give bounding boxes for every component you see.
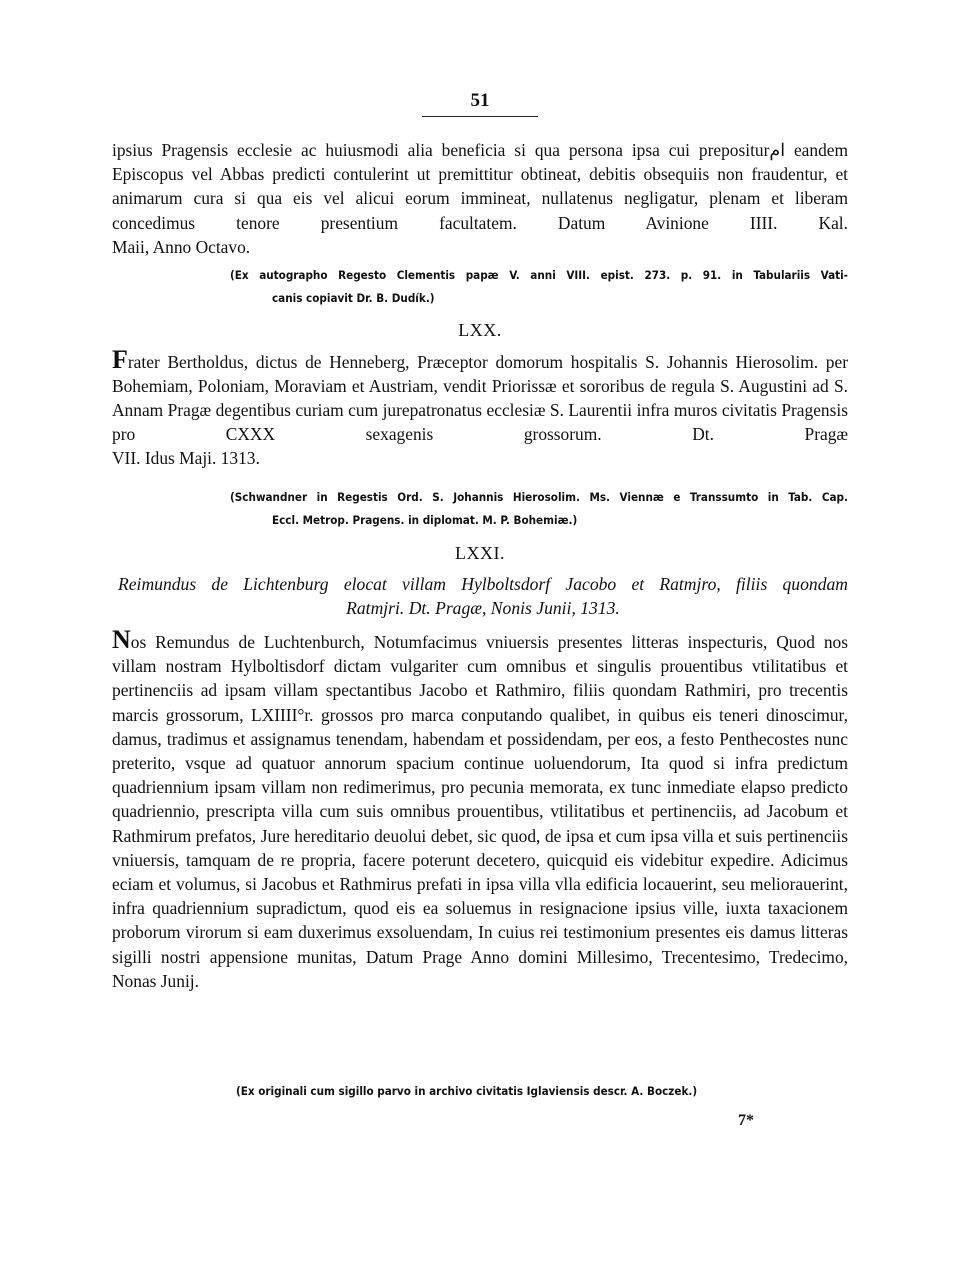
lxx-source-last-line: Eccl. Metrop. Pragens. in diplomat. M. P. Bohemiæ.) [272, 512, 578, 527]
lxx-summary-text: rater Bertholdus, dictus de Henneberg, Præceptor domorum hospitalis S. Johannis Hierosolim. per Bohemiam, Poloniam, Moraviam et Austriam, vendit Priorissæ et sororibus de regula S. Augustini ad S. Annam Pragæ degentibus curiam cum jurepatronatus ecclesiæ S. Laurentii infra muros civitatis Pragensis pro CXXX sexagenis grossorum. Dt. Pragæ [112, 352, 848, 444]
lxxi-summary-line-2: Ratmjri. Dt. Pragæ, Nonis Junii, 1313. [346, 598, 620, 618]
source-note-1-text: (Ex autographo Regesto Clementis papæ V. anni VIII. epist. 273. p. 91. in Tabulariis Vati- [230, 268, 848, 282]
source-note-1 [230, 264, 848, 309]
lxxi-summary-line-1: Reimundus de Lichtenburg elocat villam Hylboltsdorf Jacobo et Ratmjro, filiis quondam [118, 574, 848, 594]
lxx-initial: F [112, 345, 128, 374]
lxxi-initial: N [112, 625, 131, 654]
document-number-lxx: LXX. [458, 320, 502, 340]
continuation-text: ipsius Pragensis ecclesie ac huiusmodi alia beneficia si qua persona ipsa cui prepositurام eandem Episcopus vel Abbas predicti contulerint ut premittitur obtineat, debitis obsequiis non fraudentur, et animarum cura si qua eis vel alicui eorum immineat, nullatenus negligatur, plenam et liberam concedimus tenore presentium facultatem. Datum Avinione IIII. Kal. [112, 140, 849, 233]
source-note-1-last-line: canis copiavit Dr. B. Dudík.) [272, 290, 435, 305]
lxx-source-note [230, 486, 848, 531]
lxx-summary-last-line: VII. Idus Maji. 1313. [112, 448, 260, 468]
page-number: 51 [470, 90, 490, 111]
lxxi-body-last-line: Nonas Junij. [112, 970, 199, 991]
page-number-rule [422, 116, 538, 117]
lxxi-body [112, 625, 848, 993]
lxx-source-text: (Schwandner in Regestis Ord. S. Johannis Hierosolim. Ms. Viennæ e Transsumto in Tab. Cap. [230, 490, 848, 504]
continuation-last-line: Maii, Anno Octavo. [112, 236, 251, 257]
lxxi-summary [118, 572, 848, 620]
document-number-lxxi: LXXI. [455, 543, 505, 563]
lxx-summary [112, 345, 848, 470]
lxxi-body-text: os Remundus de Luchtenburch, Notumfacimus vniuersis presentes litteras inspecturis, Quod nos villam nostram Hylboltisdorf dictam vulgariter cum omnibus et singulis prouentibus vtilitatibus et pertinenciis ad ipsam villam spectantibus Jacobo et Rathmiro, filiis quondam Rathmiri, pro trecentis marcis grossorum, LXIIII°r. grossos pro marca conputando qualibet, in quibus eis teneri dinoscimur, damus, tradimus et assignamus tenendam, habendam et possidendam, per eos, a festo Penthecostes nunc preterito, vsque ad quatuor annorum spacium continue uoluendorum, Ita quod si infra predictum quadriennium ipsam villam non redimerimus, pro pecunia memorata, ex tunc inmediate elapso predicto quadriennio, prescripta villa cum suis omnibus prouentibus, vtilitatibus et pertinenciis, ad Jacobum et Rathmirum prefatos, Jure hereditario deuolui debet, sic quod, de ipsa et cum ipsa villa et suis pertinenciis vniuersis, tamquam de re propria, facere poterunt decetero, quicquid eis videbitur expedire. Adicimus eciam et volumus, si Jacobus et Rathmirus prefati in ipsa villa vlla edificia locauerint, seu meliorauerint, infra quadriennium supradictum, quod eis ea soluemus in resignacione ipsius ville, iuxta taxacionem proborum virorum si eam duxerimus exsoluendam, In cuius rei testimonium presentes eis damus litteras sigilli nostri appensione munitas, Datum Prage Anno domini Millesimo, Trecentesimo, Tredecimo, [112, 632, 848, 967]
continuation-paragraph [112, 138, 848, 259]
lxxi-source-note: (Ex originali cum sigillo parvo in archivo civitatis Iglaviensis descr. A. Boczek.) [236, 1084, 698, 1098]
signature-mark: 7* [738, 1112, 754, 1129]
